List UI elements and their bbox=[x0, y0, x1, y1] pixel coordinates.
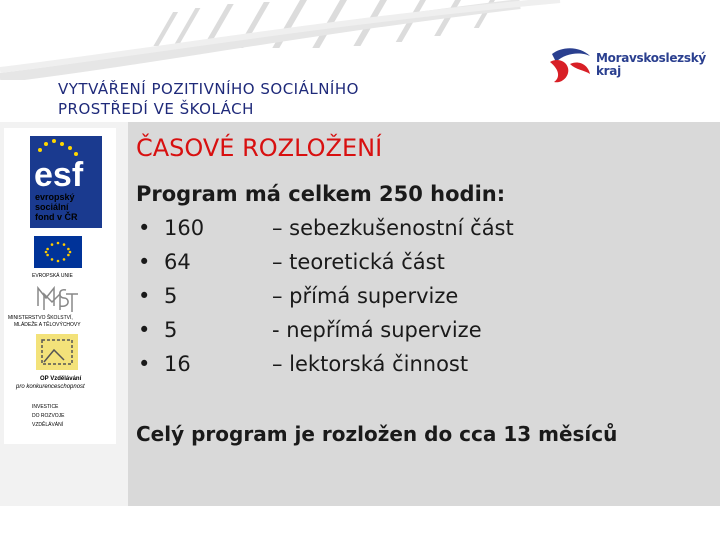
bullet: • bbox=[138, 284, 151, 308]
hours-value: 160 bbox=[164, 216, 205, 240]
slide-title: ČASOVÉ ROZLOŽENÍ bbox=[136, 134, 383, 162]
region-name-line2: kraj bbox=[596, 64, 621, 78]
program-intro: Program má celkem 250 hodin: bbox=[136, 182, 506, 206]
bullet: • bbox=[138, 352, 151, 376]
item-description: – teoretická část bbox=[272, 250, 445, 274]
investice-line3: VZDĚLÁVÁNÍ bbox=[32, 422, 64, 428]
presentation-title-line1: VYTVÁŘENÍ POZITIVNÍHO SOCIÁLNÍHO bbox=[58, 80, 359, 98]
list-item bbox=[136, 245, 505, 279]
esf-wordmark: esf bbox=[34, 156, 84, 194]
op-vk-line2: pro konkurenceschopnost bbox=[16, 384, 85, 390]
esf-line1: evropský bbox=[35, 192, 75, 202]
list-item bbox=[136, 211, 514, 245]
esf-line3: fond v ČR bbox=[35, 212, 78, 222]
msmt-monogram-icon bbox=[38, 288, 78, 312]
bullet: • bbox=[138, 318, 151, 342]
bullet: • bbox=[138, 216, 151, 240]
item-description: – přímá supervize bbox=[272, 284, 459, 308]
sidebar-logos bbox=[4, 128, 116, 444]
hours-value: 16 bbox=[164, 352, 191, 376]
list-item bbox=[136, 347, 505, 381]
op-vk-logo bbox=[15, 334, 85, 390]
eu-caption: EVROPSKÁ UNIE bbox=[32, 273, 73, 279]
eu-flag-logo bbox=[32, 236, 82, 279]
list-item bbox=[136, 313, 505, 347]
esf-logo bbox=[30, 136, 102, 228]
presentation-title-line2: PROSTŘEDÍ VE ŠKOLÁCH bbox=[58, 100, 254, 118]
investice-logo bbox=[32, 404, 65, 428]
investice-line2: DO ROZVOJE bbox=[32, 413, 65, 419]
list-item bbox=[136, 279, 505, 313]
hours-value: 5 bbox=[164, 284, 178, 308]
esf-line2: sociální bbox=[35, 202, 69, 212]
item-description: – lektorská činnost bbox=[272, 352, 469, 376]
region-name-line1: Moravskoslezský bbox=[596, 51, 706, 65]
item-description: - nepřímá supervize bbox=[272, 318, 482, 342]
msmt-caption2: MLÁDEŽE A TĚLOVÝCHOVY bbox=[14, 322, 81, 328]
investice-line1: INVESTICE bbox=[32, 404, 59, 410]
program-summary: Celý program je rozložen do cca 13 měsíců bbox=[136, 422, 618, 446]
bullet: • bbox=[138, 250, 151, 274]
moravskoslezsky-kraj-logo bbox=[546, 44, 716, 94]
sidebar bbox=[0, 122, 128, 506]
msmt-logo bbox=[8, 288, 81, 328]
msmt-caption1: MINISTERSTVO ŠKOLSTVÍ, bbox=[8, 315, 73, 321]
region-name bbox=[596, 52, 706, 78]
region-emblem-icon bbox=[546, 44, 594, 92]
program-info bbox=[136, 177, 514, 381]
item-description: – sebezkušenostní část bbox=[272, 216, 514, 240]
header bbox=[0, 0, 720, 122]
op-vk-line1: OP Vzdělávání bbox=[40, 376, 82, 382]
footer-strip bbox=[0, 506, 720, 540]
hours-value: 64 bbox=[164, 250, 191, 274]
partner-logos-graphic bbox=[4, 128, 116, 444]
eu-flag-icon bbox=[34, 236, 82, 268]
presentation-title bbox=[58, 79, 359, 119]
slide-content bbox=[128, 122, 720, 506]
hours-value: 5 bbox=[164, 318, 178, 342]
